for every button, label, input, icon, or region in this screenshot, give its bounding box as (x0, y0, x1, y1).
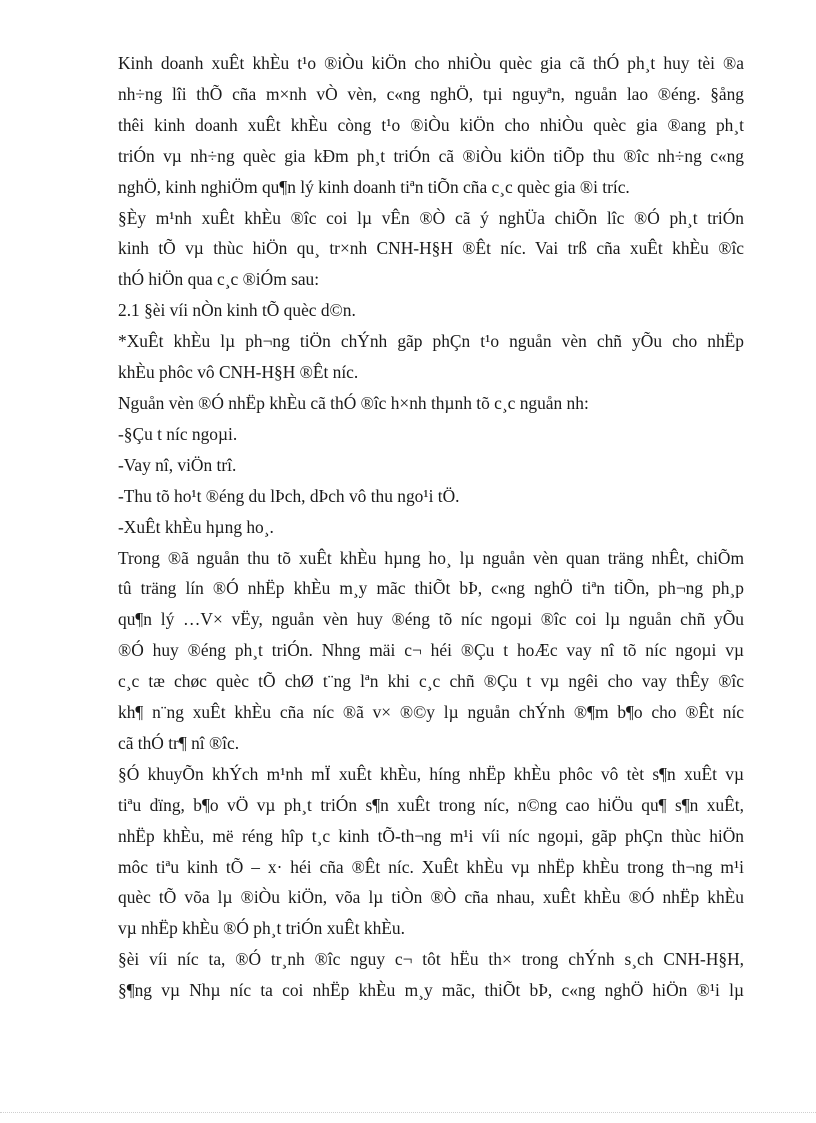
text-line: tiªu dïng, b¶o vÖ vµ ph¸t triÓn s¶n xuÊt trong níc, n©ng cao hiÖu qu¶ s¶n xuÊt, (118, 794, 744, 815)
text-line: *XuÊt khÈu lµ ph¬ng tiÖn chÝnh gãp phÇn t¹o nguån vèn chñ yÕu cho nhËp (118, 331, 744, 352)
text-line: -Vay nî, viÖn trî. (118, 454, 237, 475)
text-line: §Èy m¹nh xuÊt khÈu ®îc coi lµ vÊn ®Ò cã ý nghÜa chiÕn lîc ®Ó ph¸t triÓn (118, 207, 744, 228)
text-line: Trong ®ã nguån thu tõ xuÊt khÈu hµng ho¸ lµ nguån vèn quan träng nhÊt, chiÕm (118, 547, 744, 568)
text-line: khÈu phôc vô CNH-H§H ®Êt níc. (118, 362, 359, 383)
text-line: nghÖ, kinh nghiÖm qu¶n lý kinh doanh tiªn tiÕn cña c¸c quèc gia ®i tríc. (118, 176, 630, 197)
text-line: -XuÊt khÈu hµng ho¸. (118, 516, 274, 537)
text-line: tû träng lín ®Ó nhËp khÈu m¸y mãc thiÕt bÞ, c«ng nghÖ tiªn tiÕn, ph¬ng ph¸p (118, 578, 744, 599)
text-line: -Thu tõ ho¹t ®éng du lÞch, dÞch vô thu ngo¹i tÖ. (118, 485, 460, 506)
text-line: vµ nhËp khÈu ®Ó ph¸t triÓn xuÊt khÈu. (118, 918, 405, 939)
document-body (118, 48, 744, 1006)
text-line: c¸c tæ chøc quèc tÕ chØ t¨ng lªn khi c¸c chñ ®Çu t vµ ngêi cho vay thÊy ®îc (118, 671, 744, 692)
text-line: nh÷ng lîi thÕ cña m×nh vÒ vèn, c«ng nghÖ, tµi nguyªn, nguån lao ®éng. §ång (118, 83, 744, 104)
text-line: nhËp khÈu, më réng hîp t¸c kinh tÕ-th¬ng m¹i víi níc ngoµi, gãp phÇn thùc hiÖn (118, 825, 744, 846)
text-line: triÓn vµ nh÷ng quèc gia kÐm ph¸t triÓn cã ®iÒu kiÖn tiÕp thu ®îc nh÷ng c«ng (118, 145, 744, 166)
text-line: 2.1 §èi víi nÒn kinh tÕ quèc d©n. (118, 300, 356, 321)
text-line: qu¶n lý …V× vËy, nguån vèn huy ®éng tõ níc ngoµi ®îc coi lµ nguån chñ yÕu (118, 609, 744, 630)
text-line: ®Ó huy ®éng ph¸t triÓn. Nhng mäi c¬ héi ®Çu t hoÆc vay nî tõ níc ngoµi vµ (118, 640, 744, 661)
text-line: cã thÓ tr¶ nî ®îc. (118, 732, 240, 753)
text-line: Kinh doanh xuÊt khÈu t¹o ®iÒu kiÖn cho nhiÒu quèc gia cã thÓ ph¸t huy tèi ®a (118, 53, 744, 73)
text-line: §èi víi níc ta, ®Ó tr¸nh ®îc nguy c¬ tôt hËu th× trong chÝnh s¸ch CNH-H§H, (118, 949, 744, 970)
text-line: Nguån vèn ®Ó nhËp khÈu cã thÓ ®îc h×nh thµnh tõ c¸c nguån nh: (118, 392, 589, 413)
text-line: kinh tÕ vµ thùc hiÖn qu¸ tr×nh CNH-H§H ®Êt níc. Vai trß cña xuÊt khÈu ®îc (118, 238, 744, 259)
text-line: kh¶ n¨ng xuÊt khÈu cña níc ®ã v× ®©y lµ nguån chÝnh ®¶m b¶o cho ®Êt níc (118, 702, 744, 723)
text-line: môc tiªu kinh tÕ – x· héi cña ®Êt níc. XuÊt khÈu vµ nhËp khÈu trong th¬ng m¹i (118, 856, 744, 877)
text-line: -§Çu t níc ngoµi. (118, 423, 238, 444)
text-line: §¶ng vµ Nhµ níc ta coi nhËp khÈu m¸y mãc, thiÕt bÞ, c«ng nghÖ hiÖn ®¹i lµ (118, 980, 744, 1001)
text-line: quèc tÕ võa lµ ®iÒu kiÖn, võa lµ tiÒn ®Ò cña nhau, xuÊt khÈu ®Ó nhËp khÈu (118, 887, 744, 908)
page-bottom-divider (0, 1112, 816, 1113)
text-line: §Ó khuyÕn khÝch m¹nh mÏ xuÊt khÈu, híng nhËp khÈu phôc vô tèt s¶n xuÊt vµ (118, 763, 744, 784)
text-line: thÓ hiÖn qua c¸c ®iÓm sau: (118, 269, 320, 290)
text-line: thêi kinh doanh xuÊt khÈu còng t¹o ®iÒu kiÖn cho nhiÒu quèc gia ®ang ph¸t (118, 114, 744, 135)
